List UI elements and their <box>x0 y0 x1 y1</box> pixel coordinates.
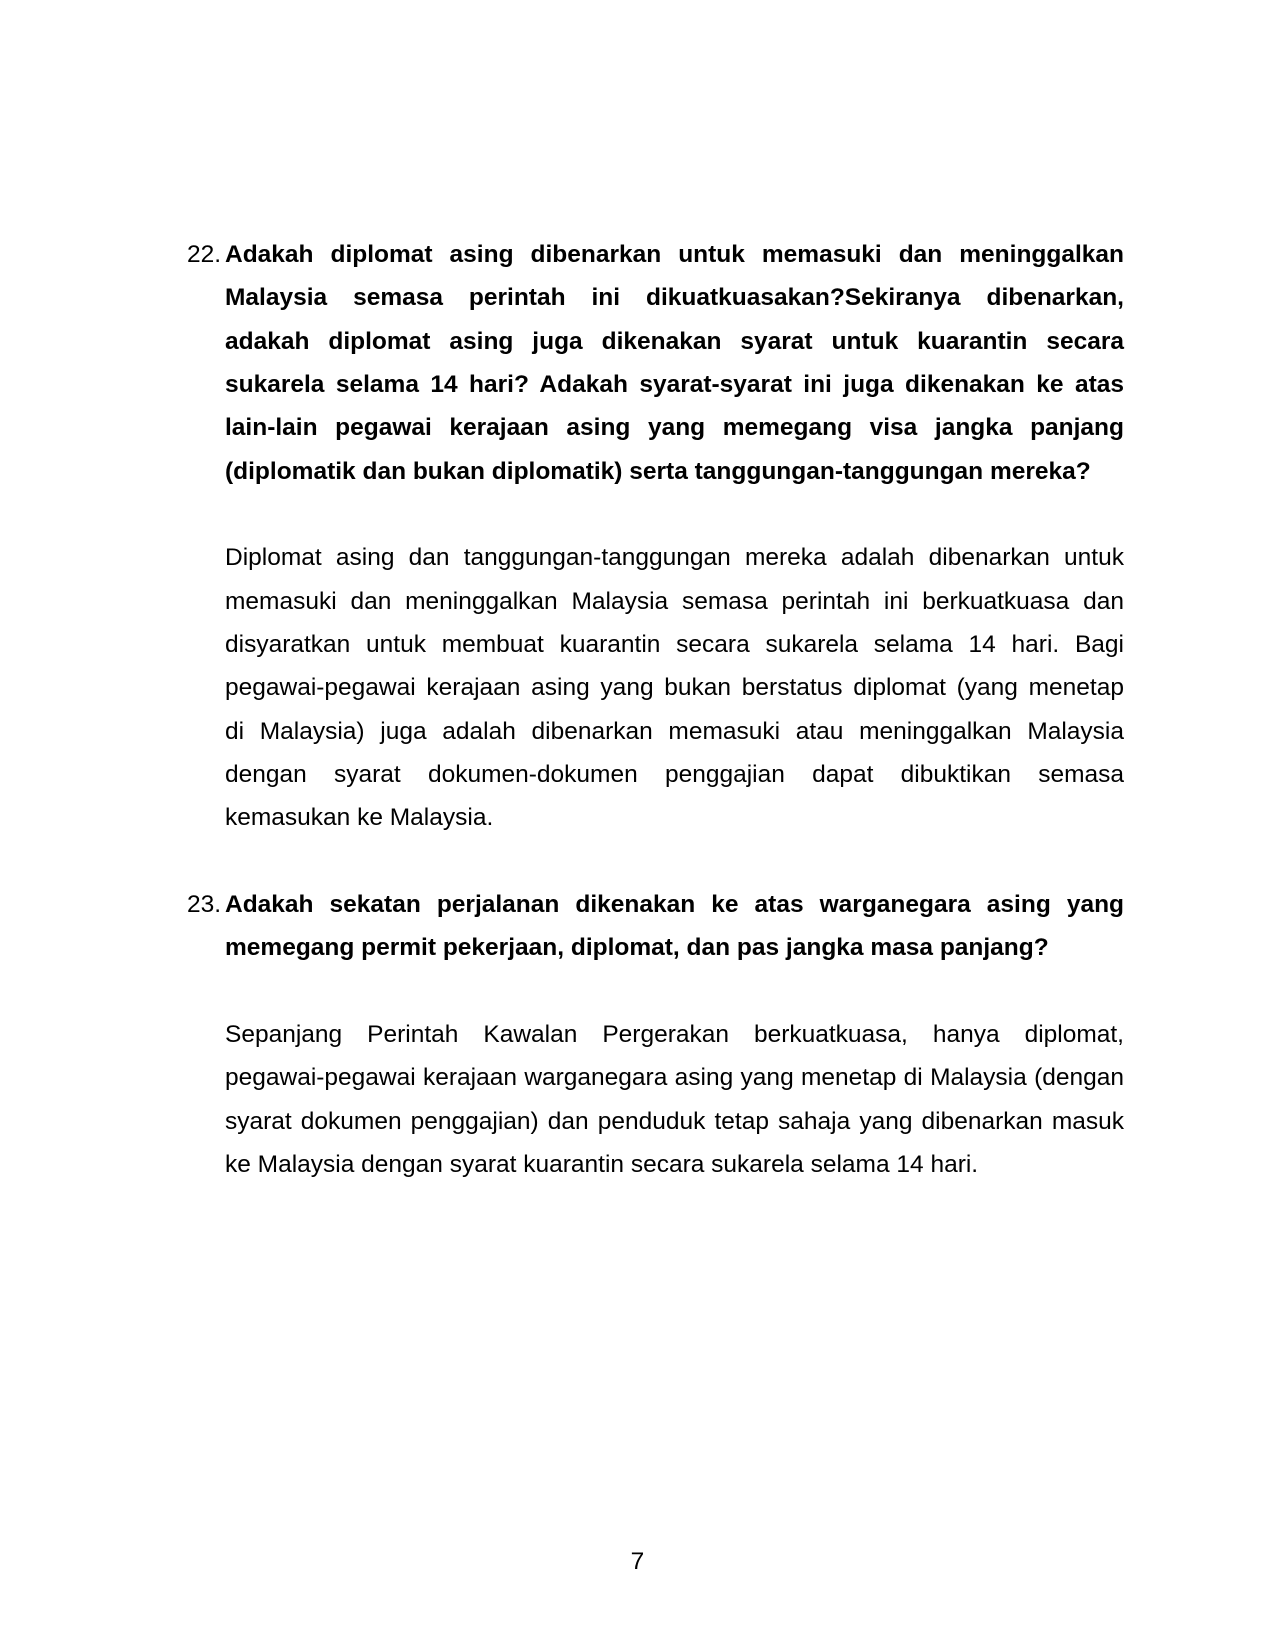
text-line: dengan syarat dokumen-dokumen penggajian dapat dibuktikan semasa <box>225 760 1124 788</box>
question-text <box>225 883 1124 970</box>
text-line: syarat dokumen penggajian) dan penduduk tetap sahaja yang dibenarkan masuk <box>225 1107 1124 1135</box>
text-line: lain-lain pegawai kerajaan asing yang memegang visa jangka panjang <box>225 414 1124 442</box>
answer-22 <box>225 536 1124 839</box>
text-line: memasuki dan meninggalkan Malaysia semasa perintah ini berkuatkuasa dan <box>225 587 1124 615</box>
page-content <box>187 233 1124 1230</box>
text-line: adakah diplomat asing juga dikenakan syarat untuk kuarantin secara <box>225 327 1124 355</box>
text-line: sukarela selama 14 hari? Adakah syarat-syarat ini juga dikenakan ke atas <box>225 370 1124 398</box>
text-line: kemasukan ke Malaysia. <box>225 804 494 832</box>
text-line: Diplomat asing dan tanggungan-tanggungan mereka adalah dibenarkan untuk <box>225 544 1124 572</box>
page-footer <box>150 1540 1125 1583</box>
text-line: pegawai-pegawai kerajaan warganegara asing yang menetap di Malaysia (dengan <box>225 1064 1124 1092</box>
question-number: 22. <box>187 241 222 268</box>
text-line: disyaratkan untuk membuat kuarantin secara sukarela selama 14 hari. Bagi <box>225 630 1124 658</box>
text-line: Adakah sekatan perjalanan dikenakan ke atas warganegara asing yang <box>225 890 1124 918</box>
qa-item-23 <box>187 883 1124 1186</box>
question-23 <box>187 883 1124 970</box>
text-line: (diplomatik dan bukan diplomatik) serta tanggungan-tanggungan mereka? <box>225 457 1091 485</box>
page-number: 7 <box>630 1548 645 1575</box>
qa-item-22 <box>187 233 1124 840</box>
text-line: di Malaysia) juga adalah dibenarkan memasuki atau meninggalkan Malaysia <box>225 717 1124 745</box>
text-line: Adakah diplomat asing dibenarkan untuk memasuki dan meninggalkan <box>225 241 1124 268</box>
answer-23 <box>225 1013 1124 1186</box>
text-line: Malaysia semasa perintah ini dikuatkuasakan?Sekiranya dibenarkan, <box>225 284 1124 312</box>
question-number: 23. <box>187 890 222 918</box>
text-line: memegang permit pekerjaan, diplomat, dan pas jangka masa panjang? <box>225 934 1049 962</box>
text-line: pegawai-pegawai kerajaan asing yang bukan berstatus diplomat (yang menetap <box>225 674 1124 702</box>
question-text <box>225 233 1124 493</box>
text-line: ke Malaysia dengan syarat kuarantin secara sukarela selama 14 hari. <box>225 1150 979 1178</box>
question-22 <box>187 233 1124 493</box>
text-line: Sepanjang Perintah Kawalan Pergerakan berkuatkuasa, hanya diplomat, <box>225 1020 1124 1048</box>
